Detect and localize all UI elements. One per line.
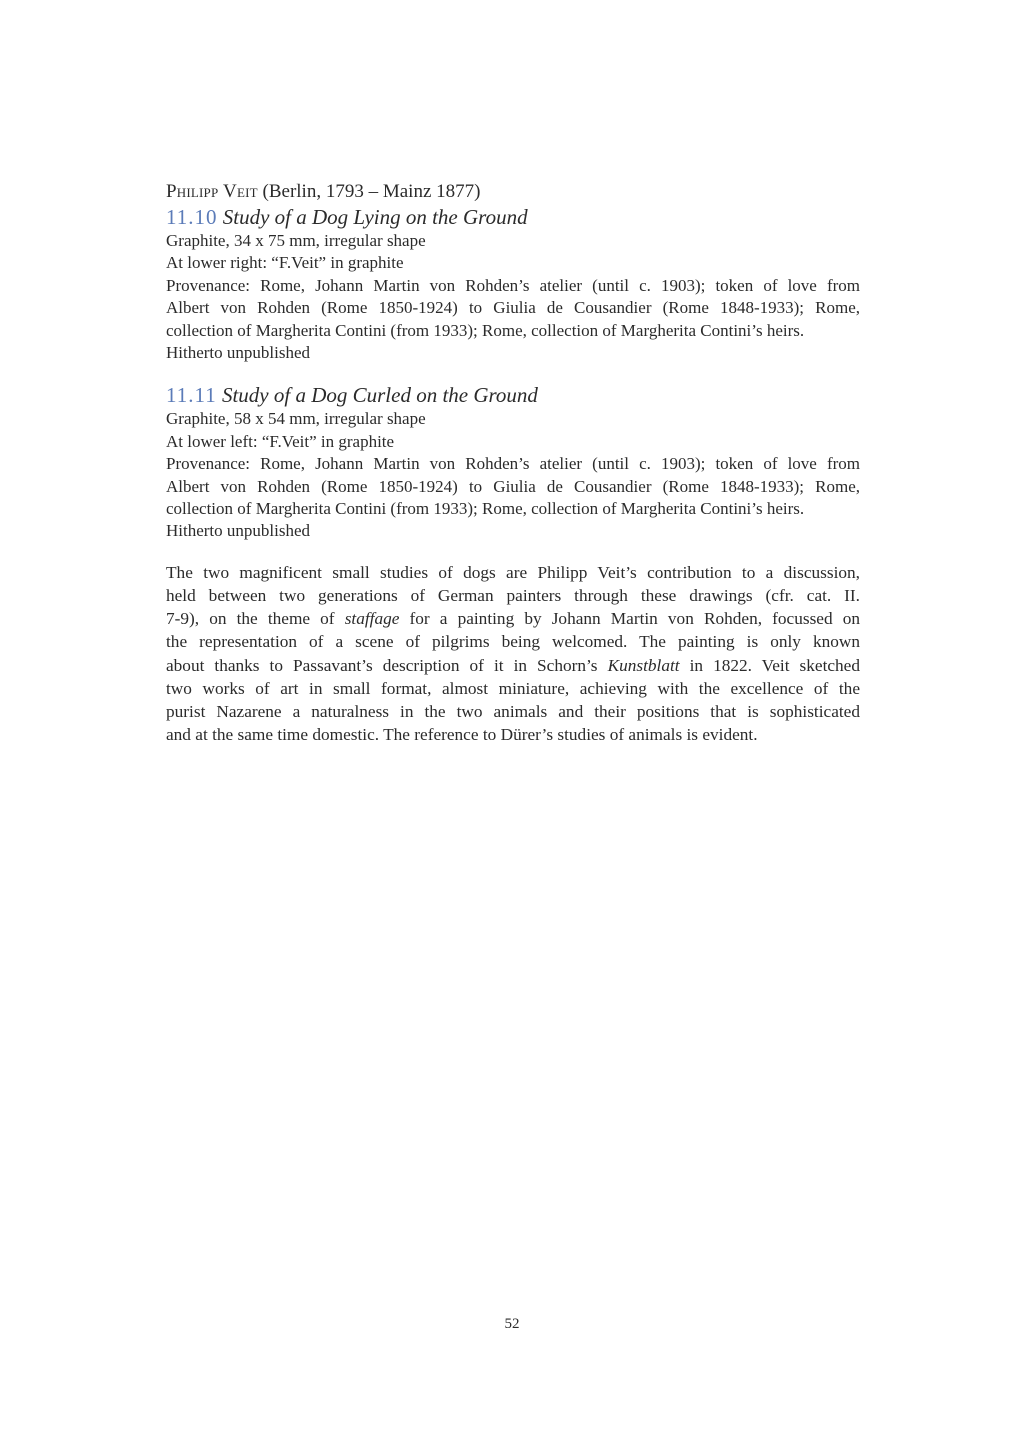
- publication-status: Hitherto unpublished: [166, 343, 311, 363]
- provenance-line: Albert von Rohden (Rome 1850-1924) to Giulia de Cousandier (Rome 1848-1933); Rome,: [166, 298, 860, 318]
- essay-italic-term: staffage: [344, 609, 400, 629]
- inscription: At lower left: “F.Veit” in graphite: [166, 431, 395, 451]
- inscription: At lower right: “F.Veit” in graphite: [166, 253, 404, 273]
- essay-line: purist Nazarene a naturalness in the two animals and their positions that is sophisticated: [166, 702, 860, 722]
- essay-line: the representation of a scene of pilgrims being welcomed. The painting is only known: [166, 632, 860, 652]
- provenance-line: Albert von Rohden (Rome 1850-1924) to Giulia de Cousandier (Rome 1848-1933); Rome,: [166, 476, 860, 496]
- medium-dimensions: Graphite, 58 x 54 mm, irregular shape: [166, 409, 426, 429]
- medium-dimensions: Graphite, 34 x 75 mm, irregular shape: [166, 231, 426, 250]
- artist-dates: (Berlin, 1793 – Mainz 1877): [257, 181, 481, 202]
- spacer: [166, 543, 860, 561]
- essay-line: The two magnificent small studies of dogs are Philipp Veit’s contribution to a discussion,: [166, 562, 860, 582]
- essay-text: in 1822. Veit sketched: [679, 655, 860, 675]
- catalogue-entry-11-10: [166, 204, 860, 364]
- artwork-title: Study of a Dog Curled on the Ground: [221, 383, 538, 408]
- page-content: [166, 180, 860, 747]
- entry-title-line: [166, 204, 860, 230]
- essay-text: for a painting by Johann Martin von Rohden, focussed on: [399, 609, 861, 629]
- provenance-line: collection of Margherita Contini (from 1933); Rome, collection of Margherita Contini’s heirs.: [166, 320, 805, 340]
- artist-heading: [166, 180, 860, 204]
- provenance-line: Provenance: Rome, Johann Martin von Rohden’s atelier (until c. 1903); token of love from: [166, 454, 860, 474]
- essay-line: [166, 607, 860, 630]
- essay-line: held between two generations of German painters through these drawings (cfr. cat. II.: [166, 586, 860, 606]
- essay-line: and at the same time domestic. The reference to Dürer’s studies of animals is evident.: [166, 725, 758, 745]
- artist-name: Philipp Veit: [166, 181, 258, 202]
- publication-status: Hitherto unpublished: [166, 521, 311, 541]
- essay-text: about thanks to Passavant’s description of it in Schorn’s: [166, 655, 608, 675]
- entry-title-line: [166, 382, 860, 408]
- artwork-title: Study of a Dog Lying on the Ground: [222, 205, 528, 229]
- essay-line: two works of art in small format, almost miniature, achieving with the excellence of the: [166, 678, 860, 698]
- catalogue-number: 11.10: [166, 205, 218, 229]
- essay-italic-title: Kunstblatt: [607, 655, 680, 675]
- provenance-line: Provenance: Rome, Johann Martin von Rohden’s atelier (until c. 1903); token of love from: [166, 275, 860, 295]
- spacer: [166, 364, 860, 382]
- provenance: [166, 453, 860, 520]
- essay-line: [166, 654, 860, 677]
- page-number: 52: [504, 1316, 520, 1332]
- essay-text: 7-9), on the theme of: [166, 609, 345, 629]
- catalogue-number: 11.11: [166, 383, 217, 408]
- provenance: [166, 275, 860, 342]
- provenance-line: collection of Margherita Contini (from 1933); Rome, collection of Margherita Contini’s heirs.: [166, 499, 805, 519]
- catalogue-entry-11-11: [166, 382, 860, 542]
- essay-paragraph: [166, 561, 860, 747]
